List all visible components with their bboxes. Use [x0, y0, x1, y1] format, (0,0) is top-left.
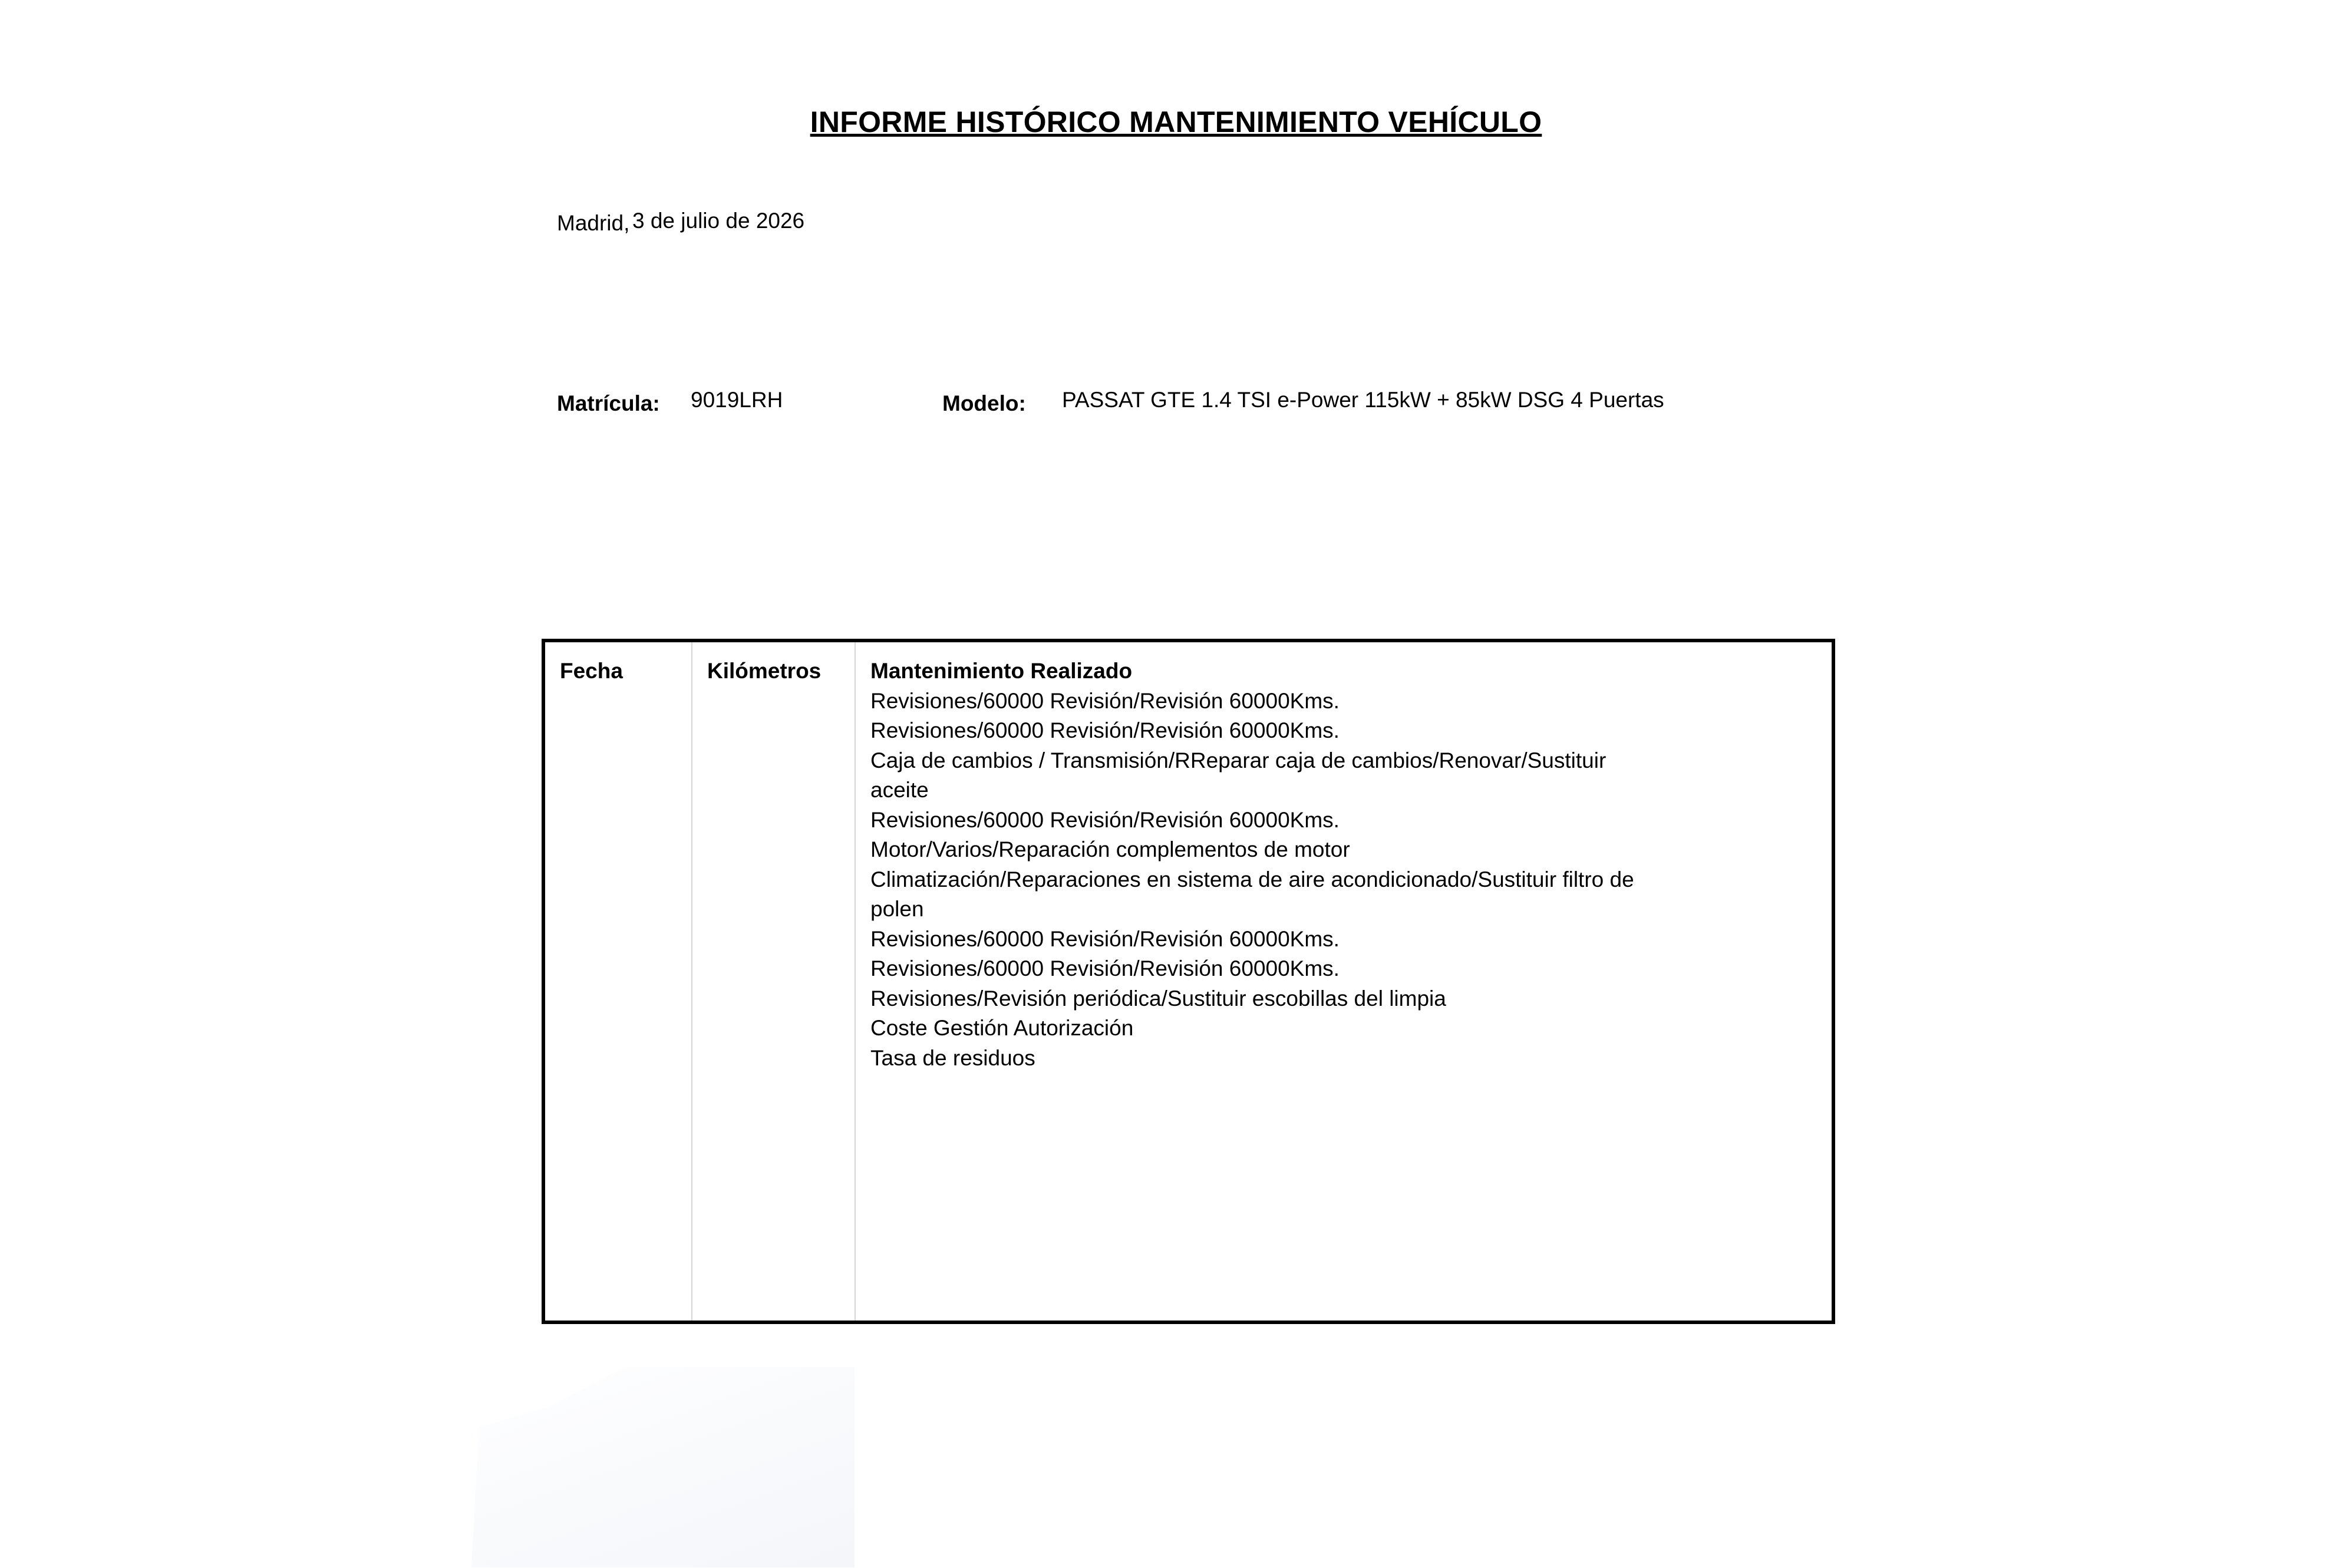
- report-title: INFORME HISTÓRICO MANTENIMIENTO VEHÍCULO: [810, 105, 1542, 138]
- maintenance-item: Revisiones/Revisión periódica/Sustituir escobillas del limpia: [870, 986, 1446, 1011]
- fecha-column: [543, 641, 692, 1322]
- maintenance-item: Revisiones/60000 Revisión/Revisión 60000Kms.: [870, 807, 1340, 832]
- model-value: PASSAT GTE 1.4 TSI e-Power 115kW + 85kW DSG 4 Puertas: [1062, 388, 1664, 412]
- maintenance-item: Motor/Varios/Reparación complementos de motor: [870, 837, 1350, 861]
- maintenance-item: Climatización/Reparaciones en sistema de aire acondicionado/Sustituir filtro de polen: [870, 867, 1634, 921]
- maintenance-item: Revisiones/60000 Revisión/Revisión 60000Kms.: [870, 926, 1340, 951]
- table-row: [543, 641, 1833, 1322]
- maintenance-item: Caja de cambios / Transmisión/RReparar caja de cambios/Renovar/Sustituir aceite: [870, 748, 1607, 802]
- model-label: Modelo:: [942, 391, 1026, 415]
- maintenance-item: Revisiones/60000 Revisión/Revisión 60000Kms.: [870, 956, 1340, 981]
- mantenimiento-header: Mantenimiento Realizado: [870, 659, 1133, 683]
- maintenance-item: Revisiones/60000 Revisión/Revisión 60000Kms.: [870, 688, 1340, 713]
- kilometros-column: [692, 641, 855, 1322]
- plate-value: 9019LRH: [691, 388, 783, 412]
- scan-smudge: [471, 1367, 855, 1567]
- mantenimiento-column: [855, 641, 1833, 1322]
- maintenance-item: Revisiones/60000 Revisión/Revisión 60000Kms.: [870, 718, 1340, 742]
- plate-label: Matrícula:: [557, 391, 660, 415]
- maintenance-item: Tasa de residuos: [870, 1045, 1035, 1070]
- maintenance-table: [542, 639, 1835, 1324]
- report-date: 3 de julio de 2026: [632, 209, 805, 233]
- kilometros-header: Kilómetros: [707, 659, 822, 683]
- fecha-header: Fecha: [560, 659, 623, 683]
- maintenance-item: Coste Gestión Autorización: [870, 1016, 1134, 1040]
- location-text: Madrid,: [557, 211, 630, 235]
